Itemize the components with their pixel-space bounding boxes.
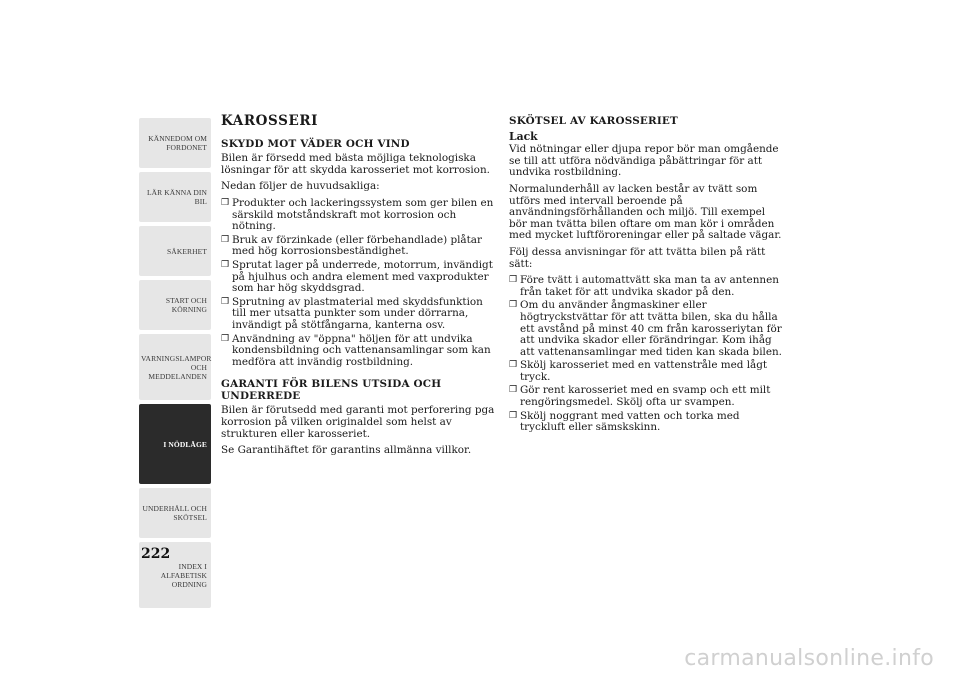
tab-label: KÄNNEDOM OM FORDONET xyxy=(148,134,207,152)
section-title-warranty: GARANTI FÖR BILENS UTSIDA OCH UNDERREDE xyxy=(221,378,442,402)
tab-start-och-korning[interactable] xyxy=(139,280,211,330)
chapter-title: KAROSSERI xyxy=(221,113,319,129)
list-item: ❒ Före tvätt i automattvätt ska man ta av antennen från taket för att undvika skador på den. xyxy=(509,275,785,298)
section-title-body-care: SKÖTSEL AV KAROSSERIET xyxy=(509,115,678,127)
tab-sakerhet[interactable] xyxy=(139,226,211,276)
left-column xyxy=(221,113,499,462)
paragraph: Se Garantihäftet för garantins allmänna villkor. xyxy=(221,444,472,457)
tab-label: SÄKERHET xyxy=(167,246,207,256)
tab-label: START OCH KÖRNING xyxy=(165,296,207,314)
tab-label: LÄR KÄNNA DIN BIL xyxy=(146,188,207,206)
tab-lar-kanna-din-bil[interactable] xyxy=(139,172,211,222)
paragraph: Bilen är försedd med bästa möjliga teknologiska lösningar för att skydda karosseriet mot korrosion. xyxy=(221,152,490,176)
paragraph: Vid nötningar eller djupa repor bör man omgående se till att utföra nödvändiga påbättringar för att undvika rostbildning. xyxy=(509,143,779,179)
tab-underhall-och-skotsel[interactable] xyxy=(139,488,211,538)
list-item: ❒ Skölj noggrant med vatten och torka med tryckluft eller sämskskinn. xyxy=(509,411,785,434)
paragraph: Normalunderhåll av lacken består av tvätt som utförs med intervall beroende på användningsförhållanden och miljö. Till exempel bör man tvätta bilen oftare om man kör i områden med mycket luftföroreningar eller på saltade vägar. xyxy=(509,182,782,242)
page-number: 222 xyxy=(141,546,171,562)
tab-label: I NÖDLÄGE xyxy=(163,439,207,449)
tab-label: VARNINGSLAMPOR OCH MEDDELANDEN xyxy=(141,353,212,381)
tab-label: UNDERHÅLL OCH SKÖTSEL xyxy=(142,504,207,522)
list-item: ❒ Gör rent karosseriet med en svamp och ett milt rengöringsmedel. Skölj ofta ur svampen. xyxy=(509,385,785,408)
list-item: ❒ Bruk av förzinkade (eller förbehandlade) plåtar med hög korrosionsbeständighet. xyxy=(221,235,499,258)
section-title-weather-protection: SKYDD MOT VÄDER OCH VIND xyxy=(221,137,410,150)
paragraph: Nedan följer de huvudsakliga: xyxy=(221,180,380,193)
bullet-list xyxy=(221,198,499,368)
list-item: ❒ Sprutat lager på underrede, motorrum, invändigt på hjulhus och andra element med vaxprodukter som har hög skyddsgrad. xyxy=(221,260,499,295)
bullet-list xyxy=(509,275,785,434)
paragraph: Följ dessa anvisningar för att tvätta bilen på rätt sätt: xyxy=(509,245,766,270)
list-item: ❒ Användning av "öppna" höljen för att undvika kondensbildning och vattenansamlingar som kan medföra att invändig rostbildning. xyxy=(221,334,499,369)
paragraph: Bilen är förutsedd med garanti mot perforering pga korrosion på vilken originaldel som helst av strukturen eller karosseriet. xyxy=(221,404,495,440)
list-item: ❒ Skölj karosseriet med en vattenstråle med lågt tryck. xyxy=(509,360,785,383)
tab-label: INDEX I ALFABETISK ORDNING xyxy=(160,561,207,589)
list-item: ❒ Sprutning av plastmaterial med skyddsfunktion till mer utsatta punkter som under dörrarna, invändigt på stötfångarna, kanterna osv. xyxy=(221,297,499,332)
tab-varningslampor-och-meddelanden[interactable] xyxy=(139,334,211,400)
list-item: ❒ Om du använder ångmaskiner eller högtryckstvättar för att tvätta bilen, ska du hålla ett avstånd på minst 40 cm från karosseriytan för att undvika skador eller förändringar. Kom ihåg att vattenansamlingar med tiden kan skada bilen. xyxy=(509,300,785,358)
sub-title-paint: Lack xyxy=(509,129,538,143)
watermark: carmanualsonline.info xyxy=(684,646,934,671)
list-item: ❒ Produkter och lackeringssystem som ger bilen en särskild motståndskraft mot korrosion och nötning. xyxy=(221,198,499,233)
chapter-tabs xyxy=(139,118,211,612)
tab-i-nodlage[interactable] xyxy=(139,404,211,484)
right-column xyxy=(509,116,785,439)
tab-kannedom-om-fordonet[interactable] xyxy=(139,118,211,168)
